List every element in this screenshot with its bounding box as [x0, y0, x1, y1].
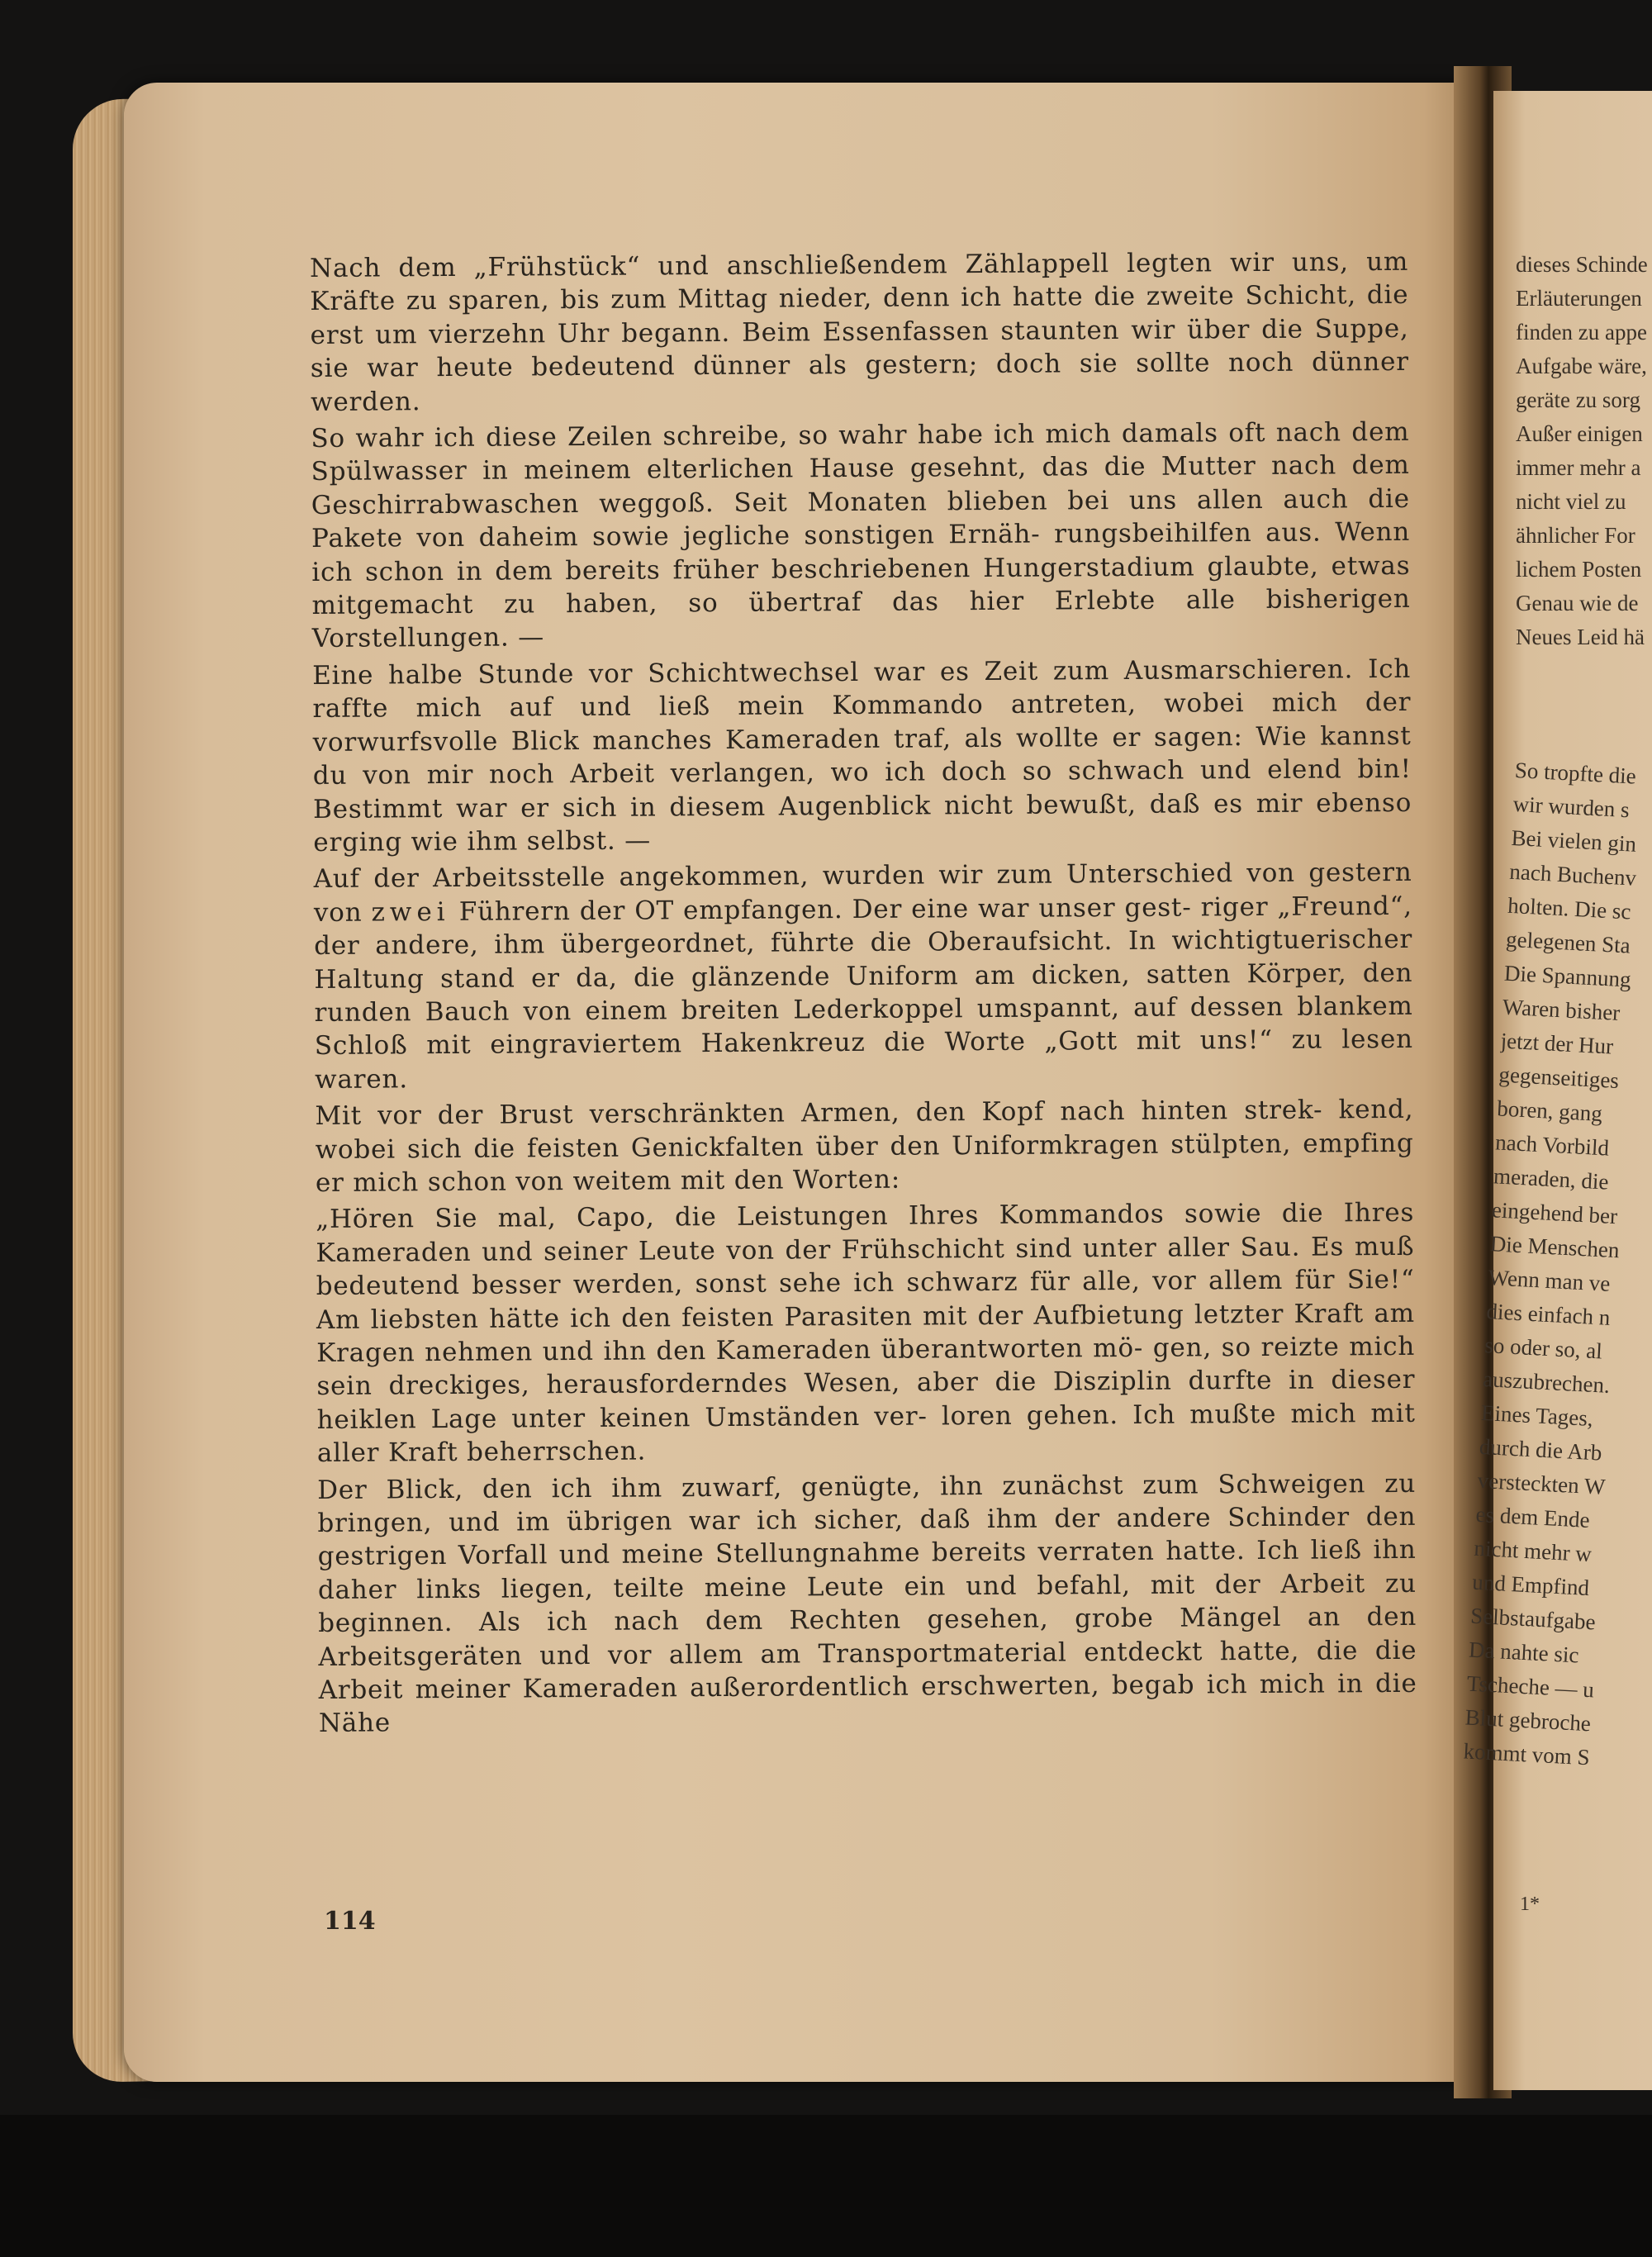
fragment-line: nicht viel zu: [1516, 489, 1626, 514]
text-line: Es muß bedeutend besser werden, sonst sehe ich schwarz für alle, vor: [316, 1231, 1415, 1302]
text-line: elend bin!: [1267, 753, 1412, 786]
text-line: Disziplin durfte in dieser heiklen Lage unter keinen Umständen ver-: [316, 1365, 1416, 1435]
fragment-line: lichem Posten: [1516, 557, 1642, 582]
fragment-line: durch die Arb: [1479, 1433, 1603, 1466]
fragment-line: kommt vom S: [1462, 1738, 1591, 1770]
spaced-emphasis: zwei: [371, 896, 450, 928]
text-line: Kameraden und seiner Leute von der Frühschicht sind unter aller Sau.: [316, 1232, 1301, 1268]
fragment-line: Neues Leid hä: [1516, 625, 1645, 649]
text-line: dünner als gestern; doch sie sollte noch dünner werden.: [310, 347, 1409, 417]
fragment-line: Waren bisher: [1502, 994, 1621, 1026]
left-page-body: [310, 245, 1417, 1744]
paragraph-6: [316, 1196, 1416, 1470]
fragment-line: jetzt der Hur: [1500, 1028, 1614, 1059]
text-line: Beim Essenfassen staunten wir über die Suppe, sie war heute bedeutend: [310, 313, 1409, 384]
text-line: Schicht, die erst um vierzehn Uhr begann.: [310, 280, 1409, 350]
fragment-line: nach Vorbild: [1494, 1129, 1610, 1161]
right-page-text: [1462, 248, 1652, 1779]
fragment-line: Die Spannung: [1503, 960, 1632, 992]
paragraph-1: [310, 245, 1409, 419]
text-line: Mutter nach dem Geschirrabwaschen weggoß. Seit Monaten blieben bei: [311, 450, 1410, 520]
text-line: Eine halbe Stunde vor Schichtwechsel war es Zeit zum Ausmarschieren.: [312, 654, 1354, 691]
text-line: Kraft am Kragen nehmen und ihn den Kameraden überantworten mö-: [316, 1298, 1415, 1368]
fragment-line: ähnlicher For: [1516, 523, 1635, 548]
text-line: um Kräfte zu sparen, bis zum Mittag nieder, denn ich hatte die zweite: [310, 246, 1409, 317]
fragment-line: boren, gang: [1496, 1095, 1603, 1127]
fragment-line: Aufgabe wäre,: [1516, 354, 1647, 378]
fragment-line: eingehend ber: [1491, 1197, 1618, 1229]
text-line: stülpten, empfing er mich schon von weitem mit den Worten:: [315, 1128, 1414, 1198]
text-line: rungsbeihilfen aus. Wenn ich schon in dem bereits früher beschriebenen: [311, 517, 1411, 587]
fragment-line: gegenseitiges: [1498, 1062, 1620, 1094]
text-line: der Arbeit zu beginnen.: [318, 1568, 1417, 1639]
text-line: Ich ließ ihn daher links liegen, teilte meine Leute ein und befahl, mit: [317, 1535, 1417, 1605]
text-line: Mit vor der Brust verschränkten Armen, den Kopf nach hinten strek-: [315, 1095, 1323, 1132]
text-line: gen, so reizte mich sein dreckiges, herausforderndes Wesen, aber die: [316, 1331, 1416, 1402]
text-line: kend, wobei sich die feisten Genickfalten über den Uniformkragen: [315, 1095, 1414, 1165]
fragment-line: Außer einigen: [1516, 421, 1643, 446]
fragment-line: Blut gebroche: [1464, 1704, 1592, 1737]
fragment-line: Die Menschen: [1489, 1231, 1621, 1263]
fragment-line: Tscheche — u: [1466, 1670, 1595, 1703]
text-line: „Hören Sie mal, Capo, die Leistungen Ihres Kommandos sowie die Ihres: [316, 1198, 1415, 1235]
text-line: und vor allem am Transportmaterial entdeckt hatte, die die Arbeit meiner: [318, 1635, 1417, 1706]
text-line: So wahr ich diese Zeilen schreibe, so wahr habe ich mich damals oft: [311, 417, 1266, 454]
fragment-line: auszubrechen.: [1482, 1366, 1611, 1398]
text-line: die Worte „Gott mit uns!“ zu lesen waren.: [315, 1024, 1413, 1095]
text-line: Ich mußte mich mit aller Kraft beherrschen.: [316, 1398, 1416, 1469]
fragment-line: gelegenen Sta: [1505, 926, 1631, 958]
text-line: allem für Sie!“: [1208, 1265, 1415, 1296]
fragment-line: nach Buchenv: [1508, 858, 1637, 891]
text-line: Nach dem „Frühstück“ und anschließendem Zählappell legten wir uns,: [310, 247, 1349, 283]
fragment-line: Genau wie de: [1516, 591, 1639, 615]
text-line: dicken, satten Körper, den runden Bauch von einem breiten Lederkoppel: [314, 957, 1413, 1028]
fragment-line: geräte zu sorg: [1516, 387, 1640, 412]
text-line: uns allen auch die Pakete von daheim sowie jegliche sonstigen Ernäh-: [311, 483, 1410, 554]
text-line: ebenso erging wie ihm selbst. —: [313, 787, 1412, 858]
table-shadow: [0, 2115, 1652, 2257]
paragraph-4: [314, 856, 1414, 1096]
text-line: umspannt, auf dessen blankem Schloß mit eingraviertem Hakenkreuz: [314, 991, 1413, 1062]
text-line: Der Blick, den ich ihm zuwarf, genügte, ihn zunächst zum Schweigen zu: [317, 1468, 1417, 1505]
paragraph-3: [312, 653, 1412, 860]
text-line: Als ich nach dem Rechten gesehen, grobe Mängel an den Arbeitsgeräten: [318, 1602, 1417, 1672]
fragment-line: versteckten W: [1477, 1467, 1607, 1499]
text-line: hier Erlebte alle bisherigen Vorstellungen. —: [311, 583, 1411, 654]
paragraph-5: [315, 1093, 1414, 1200]
fragment-line: Bei vielen gin: [1510, 824, 1637, 857]
text-line: Führern der OT empfangen. Der eine war unser gest-: [458, 892, 1192, 927]
text-line: Ich raffte mich auf und ließ mein Kommando antreten, wobei mich der: [312, 653, 1412, 725]
fragment-line: immer mehr a: [1516, 455, 1641, 480]
text-line: Am liebsten hätte ich den feisten Parasiten mit der Aufbietung letzter: [316, 1299, 1284, 1335]
text-line: Hungerstadium glaubte, etwas mitgemacht zu haben, so übertraf das: [311, 550, 1411, 621]
fragment-line: Wenn man ve: [1487, 1265, 1612, 1296]
fragment-line: wir wurden s: [1512, 791, 1631, 823]
text-line: Bestimmt war er sich in diesem Augenblick nicht bewußt, daß es mir: [313, 788, 1303, 824]
fragment-line: So tropfte die: [1514, 757, 1637, 789]
text-line: Kameraden außerordentlich erschwerten, begab ich mich in die Nähe: [318, 1668, 1417, 1739]
fragment-line: meraden, die: [1493, 1163, 1610, 1195]
fragment-line: Eines Tages,: [1480, 1399, 1594, 1431]
page-number: 114: [324, 1907, 376, 1936]
text-line: kannst du von mir noch Arbeit verlangen, wo ich doch so schwach und: [312, 720, 1412, 791]
right-page-footer-mark: 1*: [1520, 1894, 1540, 1915]
text-line: bringen, und im übrigen war ich sicher, daß ihm der andere Schinder: [317, 1502, 1351, 1539]
paragraph-2: [311, 416, 1411, 656]
text-line: nach dem Spülwasser in meinem elterlichen Hause gesehnt, das die: [311, 416, 1410, 487]
text-line: loren gehen.: [941, 1399, 1119, 1432]
text-line: Auf der Arbeitsstelle angekommen, wurden wir zum Unterschied von: [313, 858, 1296, 895]
paragraph-7: [317, 1466, 1417, 1740]
fragment-line: es dem Ende: [1474, 1501, 1591, 1532]
fragment-line: Erläuterungen: [1516, 286, 1642, 311]
text-line: In wichtigtuerischer Haltung stand er da, die glänzende Uniform am: [314, 924, 1413, 995]
fragment-line: dieses Schinde: [1516, 252, 1648, 277]
fragment-line: und Empfind: [1471, 1569, 1590, 1601]
text-line: riger „Freund“, der andere, ihm übergeordnet, führte die Oberaufsicht.: [314, 891, 1412, 962]
fragment-line: nicht mehr w: [1473, 1535, 1593, 1567]
fragment-line: so oder so, al: [1483, 1333, 1603, 1364]
fragment-line: Selbstaufgabe: [1469, 1603, 1597, 1635]
text-line: den gestrigen Vorfall und meine Stellungnahme bereits verraten hatte.: [317, 1501, 1417, 1572]
fragment-line: dies einfach n: [1485, 1299, 1612, 1330]
text-line: gestern von: [313, 858, 1412, 928]
text-line: vorwurfsvolle Blick manches Kameraden traf, als wollte er sagen: Wie: [312, 721, 1308, 758]
right-page-block-top: [1516, 248, 1652, 654]
fragment-line: Da nahte sic: [1468, 1637, 1580, 1668]
fragment-line: finden zu appe: [1516, 320, 1647, 344]
fragment-line: holten. Die sc: [1507, 892, 1632, 924]
